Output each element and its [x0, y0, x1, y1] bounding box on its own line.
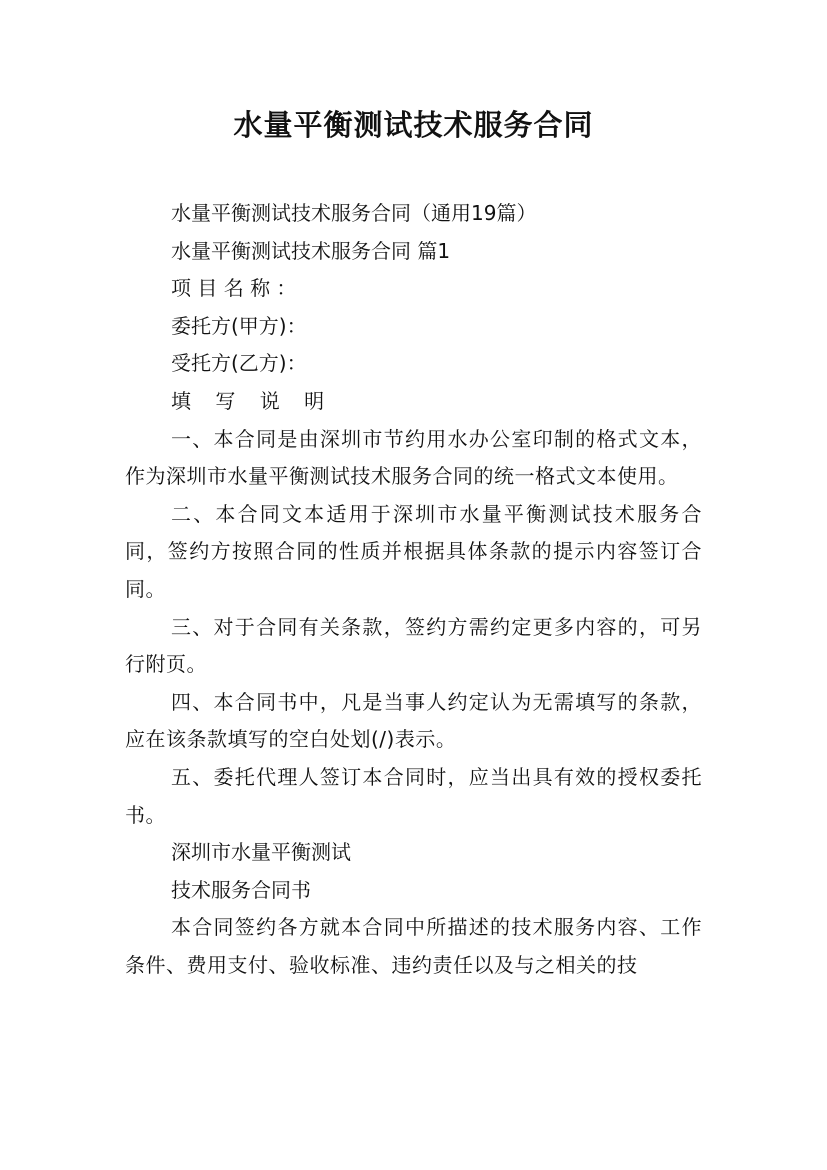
instruction-paragraph: 五、委托代理人签订本合同时，应当出具有效的授权委托书。	[125, 764, 702, 827]
contractor-party-field: 受托方(乙方)：	[171, 351, 307, 376]
instruction-paragraph: 一、本合同是由深圳市节约用水办公室印制的格式文本，作为深圳市水量平衡测试技术服务合同的统一格式文本使用。	[125, 426, 702, 489]
section-heading: 水量平衡测试技术服务合同 篇1	[171, 238, 451, 263]
closing-paragraph: 本合同签约各方就本合同中所描述的技术服务内容、工作条件、费用支付、验收标准、违约责任以及与之相关的技	[125, 915, 702, 977]
project-name-field: 项 目 名 称 ：	[171, 276, 297, 301]
subtitle-line: 水量平衡测试技术服务合同（通用19篇）	[171, 201, 537, 225]
document-body	[125, 195, 702, 984]
instruction-paragraph: 四、本合同书中，凡是当事人约定认为无需填写的条款，应在该条款填写的空白处划(/)表示。	[125, 689, 702, 752]
instruction-paragraph: 二、本合同文本适用于深圳市水量平衡测试技术服务合同，签约方按照合同的性质并根据具体条款的提示内容签订合同。	[125, 501, 702, 601]
client-party-field: 委托方(甲方)：	[171, 313, 307, 338]
cover-heading-line-2: 技术服务合同书	[171, 877, 311, 902]
instruction-paragraph: 三、对于合同有关条款，签约方需约定更多内容的，可另行附页。	[125, 614, 702, 677]
instructions-heading: 填 写 说 明	[171, 388, 334, 413]
document-title: 水量平衡测试技术服务合同	[233, 108, 594, 142]
cover-heading-line-1: 深圳市水量平衡测试	[171, 840, 351, 865]
